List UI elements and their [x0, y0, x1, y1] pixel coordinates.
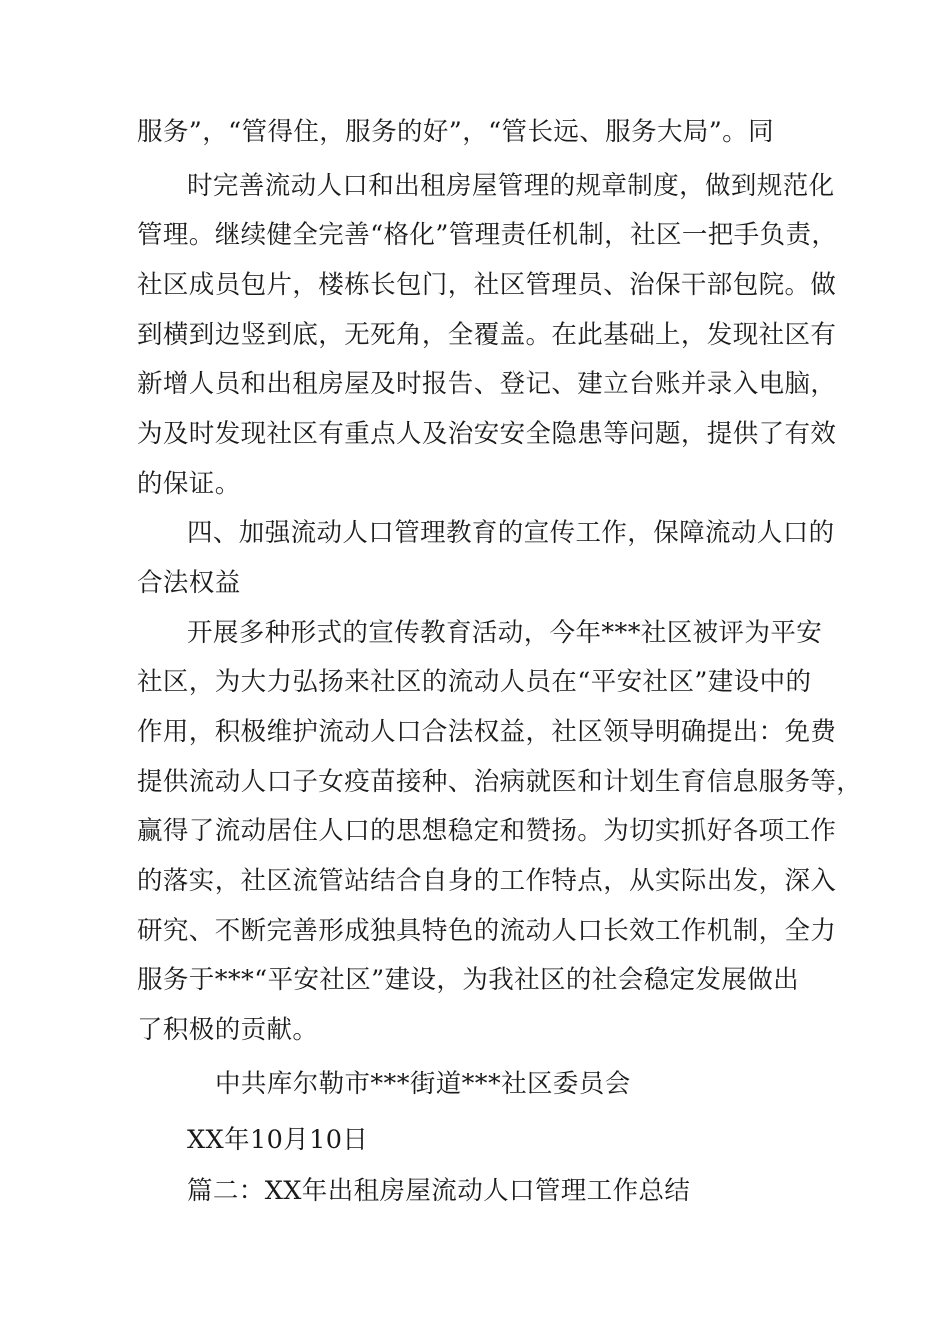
- paragraph-line: 研究、不断完善形成独具特色的流动人口长效工作机制，全力: [137, 916, 837, 946]
- paragraph-line: 社区成员包片，楼栋长包门，社区管理员、治保干部包院。做: [137, 270, 837, 300]
- paragraph-line: 新增人员和出租房屋及时报告、登记、建立台账并录入电脑，: [137, 369, 837, 399]
- paragraph-line: 服务于***“平安社区”建设，为我社区的社会稳定发展做出: [137, 965, 800, 995]
- paragraph-line: 了积极的贡献。: [137, 1015, 319, 1045]
- paragraph-line: 社区，为大力弘扬来社区的流动人员在“平安社区”建设中的: [137, 667, 812, 697]
- section-heading-line: 合法权益: [137, 568, 241, 598]
- signature-date: XX年10月10日: [187, 1125, 369, 1155]
- paragraph-line: 管理。继续健全完善“格化”管理责任机制，社区一把手负责，: [137, 220, 838, 250]
- paragraph-line: 提供流动人口子女疫苗接种、治病就医和计划生育信息服务等，: [137, 767, 863, 797]
- paragraph-line: 服务”，“管得住，服务的好”，“管长远、服务大局”。同: [137, 117, 774, 147]
- section-heading-line: 四、加强流动人口管理教育的宣传工作，保障流动人口的: [187, 518, 835, 548]
- signature-organization: 中共库尔勒市***街道***社区委员会: [215, 1069, 631, 1099]
- paragraph-line: 到横到边竖到底，无死角，全覆盖。在此基础上，发现社区有: [137, 320, 837, 350]
- paragraph-line: 开展多种形式的宣传教育活动，今年***社区被评为平安: [187, 618, 823, 648]
- paragraph-line: 赢得了流动居住人口的思想稳定和赞扬。为切实抓好各项工作: [137, 816, 837, 846]
- paragraph-line: 的落实，社区流管站结合自身的工作特点，从实际出发，深入: [137, 866, 837, 896]
- paragraph-line: 作用，积极维护流动人口合法权益，社区领导明确提出：免费: [137, 717, 837, 747]
- next-section-title: 篇二：XX年出租房屋流动人口管理工作总结: [187, 1176, 691, 1206]
- paragraph-line: 时完善流动人口和出租房屋管理的规章制度，做到规范化: [187, 171, 835, 201]
- paragraph-line: 为及时发现社区有重点人及治安安全隐患等问题，提供了有效: [137, 419, 837, 449]
- paragraph-line: 的保证。: [137, 469, 241, 499]
